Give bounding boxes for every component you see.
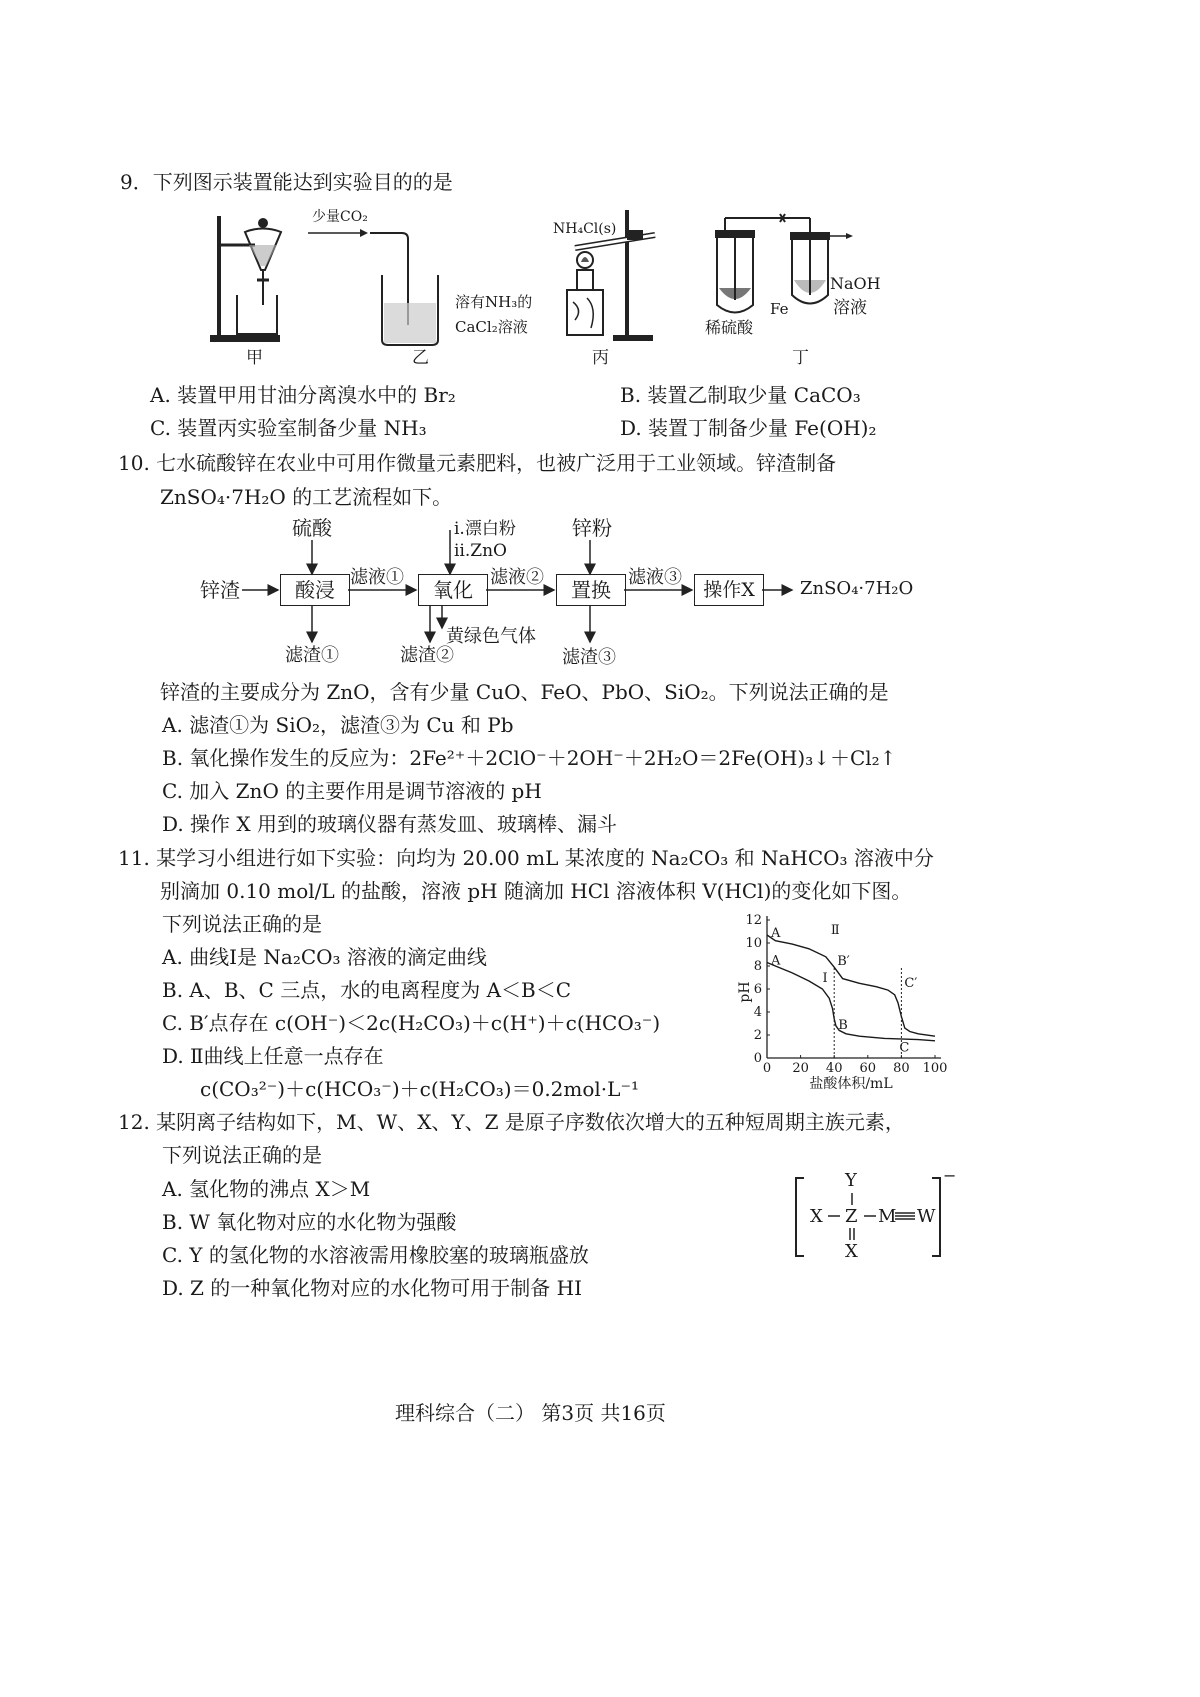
y-tick-label: 4 (753, 1005, 762, 1020)
q12-option-d: D. Z 的一种氧化物对应的水化物可用于制备 HI (162, 1276, 582, 1300)
q12-option-c: C. Y 的氢化物的水溶液需用橡胶塞的玻璃瓶盛放 (162, 1243, 589, 1267)
q9-option-a: A. 装置甲用甘油分离溴水中的 Br₂ (150, 383, 456, 407)
q10-option-b: B. 氧化操作发生的反应为：2Fe²⁺＋2ClO⁻＋2OH⁻＋2H₂O＝2Fe(OH)₃↓＋Cl₂↑ (162, 746, 897, 770)
x-tick-label: 40 (825, 1061, 843, 1076)
q11-stem-2: 别滴加 0.10 mol/L 的盐酸，溶液 pH 随滴加 HCl 溶液体积 V(HCl)的变化如下图。 (160, 879, 912, 903)
flow-box-oxidation (418, 574, 488, 606)
q10-intro: 锌渣的主要成分为 ZnO，含有少量 CuO、FeO、PbO、SiO₂。下列说法正确的是 (160, 680, 889, 704)
flow-filtrate-2: 滤液② (490, 567, 544, 588)
flow-gas: 黄绿色气体 (446, 626, 536, 647)
structure-m: M (878, 1206, 897, 1227)
q9-option-d: D. 装置丁制备少量 Fe(OH)₂ (620, 416, 877, 440)
point-label: A (771, 925, 781, 941)
label-ding: 丁 (792, 348, 809, 368)
y-tick-label: 0 (753, 1051, 762, 1066)
flow-reagent-1: ⅰ.漂白粉 (454, 519, 516, 539)
x-tick-label: 20 (792, 1061, 809, 1076)
structure-w: W (917, 1206, 936, 1227)
flow-box-operation-x (694, 574, 764, 606)
flow-start: 锌渣 (200, 578, 240, 602)
flow-box-3-label: 置换 (571, 578, 611, 602)
y-tick-label: 8 (753, 959, 762, 974)
y-axis-label: pH (737, 981, 753, 1003)
page-footer: 理科综合（二） 第3页 共16页 (395, 1401, 666, 1425)
q10-option-c: C. 加入 ZnO 的主要作用是调节溶液的 pH (162, 779, 542, 803)
x-tick-label: 100 (922, 1061, 948, 1076)
y-tick-label: 12 (745, 913, 762, 928)
q11-option-d-1: D. Ⅱ曲线上任意一点存在 (162, 1044, 384, 1068)
structure-x-bottom: X (845, 1241, 858, 1262)
q10-option-d: D. 操作 X 用到的玻璃仪器有蒸发皿、玻璃棒、漏斗 (162, 812, 617, 836)
flow-product: ZnSO₄·7H₂O (800, 578, 914, 599)
x-tick-label: 0 (762, 1061, 772, 1076)
q11-stem-3: 下列说法正确的是 (162, 912, 322, 936)
label-naoh-1: NaOH (830, 274, 881, 293)
q11-option-b: B. A、B、C 三点，水的电离程度为 A＜B＜C (162, 978, 572, 1002)
flow-filtrate-3: 滤液③ (628, 567, 682, 588)
flow-reagent-2: ⅱ.ZnO (454, 541, 507, 561)
structure-charge: − (943, 1166, 957, 1185)
apparatus-jia (205, 210, 295, 370)
y-tick-label: 2 (753, 1028, 762, 1043)
flow-residue-2: 滤渣② (400, 645, 454, 666)
structure-y: Y (845, 1170, 857, 1191)
label-h2so4: 稀硫酸 (705, 318, 754, 337)
label-naoh-2: 溶液 (833, 298, 867, 318)
apparatus-bing (555, 210, 675, 345)
point-label: C′ (904, 976, 918, 992)
y-tick-label: 10 (745, 936, 762, 951)
flow-residue-3: 滤渣③ (562, 647, 616, 668)
q12-stem-1: 12. 某阴离子结构如下，M、W、X、Y、Z 是原子序数依次增大的五种短周期主族元素， (118, 1110, 905, 1134)
q10-stem-2: ZnSO₄·7H₂O 的工艺流程如下。 (160, 485, 453, 509)
flow-box-2-label: 氧化 (433, 578, 473, 602)
q12-option-a: A. 氢化物的沸点 X＞M (162, 1177, 371, 1201)
label-nh4cl: NH₄Cl(s) (553, 221, 617, 237)
flow-filtrate-1: 滤液① (350, 567, 404, 588)
label-nh3-sol-1: 溶有NH₃的 (455, 293, 533, 311)
label-nh3-sol-2: CaCl₂溶液 (455, 318, 528, 336)
structure-x-left: X (810, 1206, 823, 1227)
label-bing: 丙 (592, 348, 609, 368)
q11-option-a: A. 曲线Ⅰ是 Na₂CO₃ 溶液的滴定曲线 (162, 945, 487, 969)
x-axis-label: 盐酸体积/mL (809, 1076, 893, 1092)
flow-box-1-label: 酸浸 (295, 578, 335, 602)
q10-option-a: A. 滤渣①为 SiO₂，滤渣③为 Cu 和 Pb (162, 713, 514, 737)
q9-option-c: C. 装置丙实验室制备少量 NH₃ (150, 416, 427, 440)
q11-option-c: C. B′点存在 c(OH⁻)＜2c(H₂CO₃)＋c(H⁺)＋c(HCO₃⁻) (162, 1011, 661, 1035)
titration-chart (735, 908, 950, 1093)
curve-1 (767, 963, 935, 1041)
point-label: C (899, 1040, 910, 1056)
flow-zinc-powder: 锌粉 (572, 516, 612, 540)
q12-stem-2: 下列说法正确的是 (162, 1143, 322, 1167)
x-tick-label: 60 (859, 1061, 877, 1076)
q11-stem-1: 11. 某学习小组进行如下实验：向均为 20.00 mL 某浓度的 Na₂CO₃ 和 NaHCO₃ 溶液中分 (118, 846, 934, 870)
q10-stem-1: 10. 七水硫酸锌在农业中可用作微量元素肥料，也被广泛用于工业领域。锌渣制备 (118, 451, 837, 475)
flow-box-displacement (556, 574, 626, 606)
q9-stem: 9．下列图示装置能达到实验目的的是 (120, 170, 453, 194)
point-label: B (838, 1017, 848, 1033)
apparatus-yi (300, 225, 460, 350)
point-label: B′ (837, 954, 850, 970)
x-tick-label: 80 (893, 1061, 910, 1076)
point-label: A (771, 953, 781, 969)
q9-option-b: B. 装置乙制取少量 CaCO₃ (620, 383, 861, 407)
label-yi: 乙 (412, 348, 429, 368)
curve-label-2: Ⅱ (830, 922, 840, 938)
q12-option-b: B. W 氧化物对应的水化物为强酸 (162, 1210, 457, 1234)
q11-option-d-2: c(CO₃²⁻)＋c(HCO₃⁻)＋c(H₂CO₃)＝0.2mol·L⁻¹ (200, 1077, 640, 1101)
flow-acid: 硫酸 (292, 516, 332, 540)
label-fe: Fe (770, 300, 789, 318)
structure-z: Z (845, 1206, 858, 1227)
curve-label-1: Ⅰ (822, 971, 828, 987)
flow-box-4-label: 操作X (703, 579, 755, 601)
flow-box-acid-leach (280, 574, 350, 606)
flow-residue-1: 滤渣① (285, 645, 339, 666)
y-tick-label: 6 (753, 982, 762, 997)
label-jia: 甲 (246, 348, 263, 368)
label-co2: 少量CO₂ (312, 209, 368, 225)
